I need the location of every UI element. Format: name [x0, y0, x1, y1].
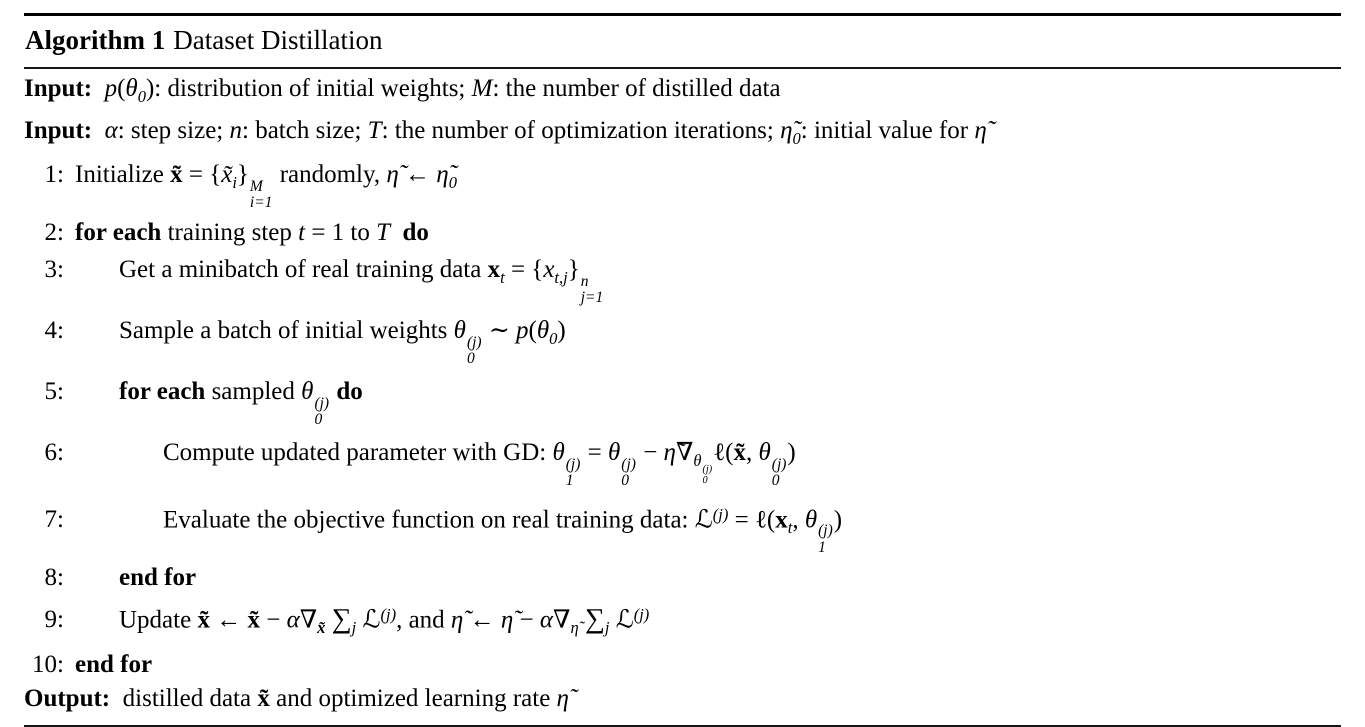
algorithm-title: Dataset Distillation: [173, 25, 383, 55]
line-number: 7:: [44, 505, 64, 533]
math-supsub: M i=1: [249, 177, 273, 212]
algorithm-line: [24, 372, 1341, 433]
math-supsub: (j) 0: [621, 455, 636, 490]
algorithm-line: [24, 311, 1341, 372]
algorithm-line: [24, 114, 1341, 156]
algorithm-line: [24, 155, 1341, 216]
line-content: Get a minibatch of real training data $x_t = \{x_{t,j}\}$ n j=1: [119, 256, 604, 307]
line-number: 1:: [44, 161, 64, 189]
algorithm-line: [24, 433, 1341, 494]
algorithm-body: [24, 69, 1341, 716]
line-content: Compute updated parameter with GD: θ (j) 1 = θ (j) 0 − $\etã\nabla_{\theta (j) 0}$ ℓ(x̃, θ (j) 0 ): [163, 439, 796, 490]
line-content: Evaluate the objective function on real training data: ℒ$^{(j)}$ = $\ell(x_t$, θ (j) 1 ): [163, 504, 843, 556]
math-supsub: (j) 1: [565, 455, 581, 490]
algorithm-label: Algorithm 1: [25, 25, 166, 55]
line-content: Input: $p(\theta_0)$: distribution of initial weights; M: the number of distilled data: [24, 74, 781, 106]
line-number: 10:: [32, 651, 64, 679]
line-number: 8:: [44, 563, 64, 591]
math-supsub: (j) 0: [771, 455, 787, 490]
algorithm-line: [24, 216, 1341, 250]
line-content: Update x̃ ← x̃ − $\alpha\nabla_{x̃}$ $\sum_j$ ℒ$^{(j)}$, and η̃ ← η̃ − $\alpha\nabla_{\etã}$ $\sum_j$ ℒ$^{(j)}$: [119, 603, 650, 638]
algorithm-caption: [24, 16, 1341, 67]
math-supsub: (j) 0: [702, 463, 713, 486]
algorithm-line: [24, 595, 1341, 648]
math-supsub: (j) 0: [314, 394, 330, 429]
line-content: for each training step t = 1 to T do: [75, 219, 429, 247]
line-number: 4:: [44, 317, 64, 345]
line-content: Initialize x̃ = $\{x̃_i\}$ M i=1 randomly, η̃ ← $\etã_0$: [75, 161, 457, 212]
line-content: Input: α: step size; n: batch size; T: the number of optimization iterations; $\etã_0$: initial value for η̃: [24, 116, 987, 148]
algorithm-line: [24, 495, 1341, 561]
line-number: 6:: [44, 439, 64, 467]
algorithm-line: [24, 648, 1341, 682]
algorithm-line: [24, 72, 1341, 114]
line-number: 3:: [44, 256, 64, 284]
algorithm-line: [24, 250, 1341, 311]
line-content: end for: [75, 651, 153, 679]
line-number: 9:: [44, 606, 64, 634]
line-content: Sample a batch of initial weights θ (j) 0 ∼ $p(\theta_0)$: [119, 317, 566, 368]
algorithm-line: [24, 682, 1341, 716]
math-supsub: (j) 0: [466, 333, 482, 368]
algorithm-line: [24, 561, 1341, 595]
line-content: end for: [119, 563, 197, 591]
line-content: Output: distilled data x̃ and optimized learning rate η̃: [24, 685, 569, 713]
math-supsub: n j=1: [580, 272, 604, 307]
line-number: 2:: [44, 219, 64, 247]
line-number: 5:: [44, 378, 64, 406]
math-supsub: (j) 1: [818, 522, 833, 556]
line-content: for each sampled θ (j) 0 do: [119, 378, 363, 429]
